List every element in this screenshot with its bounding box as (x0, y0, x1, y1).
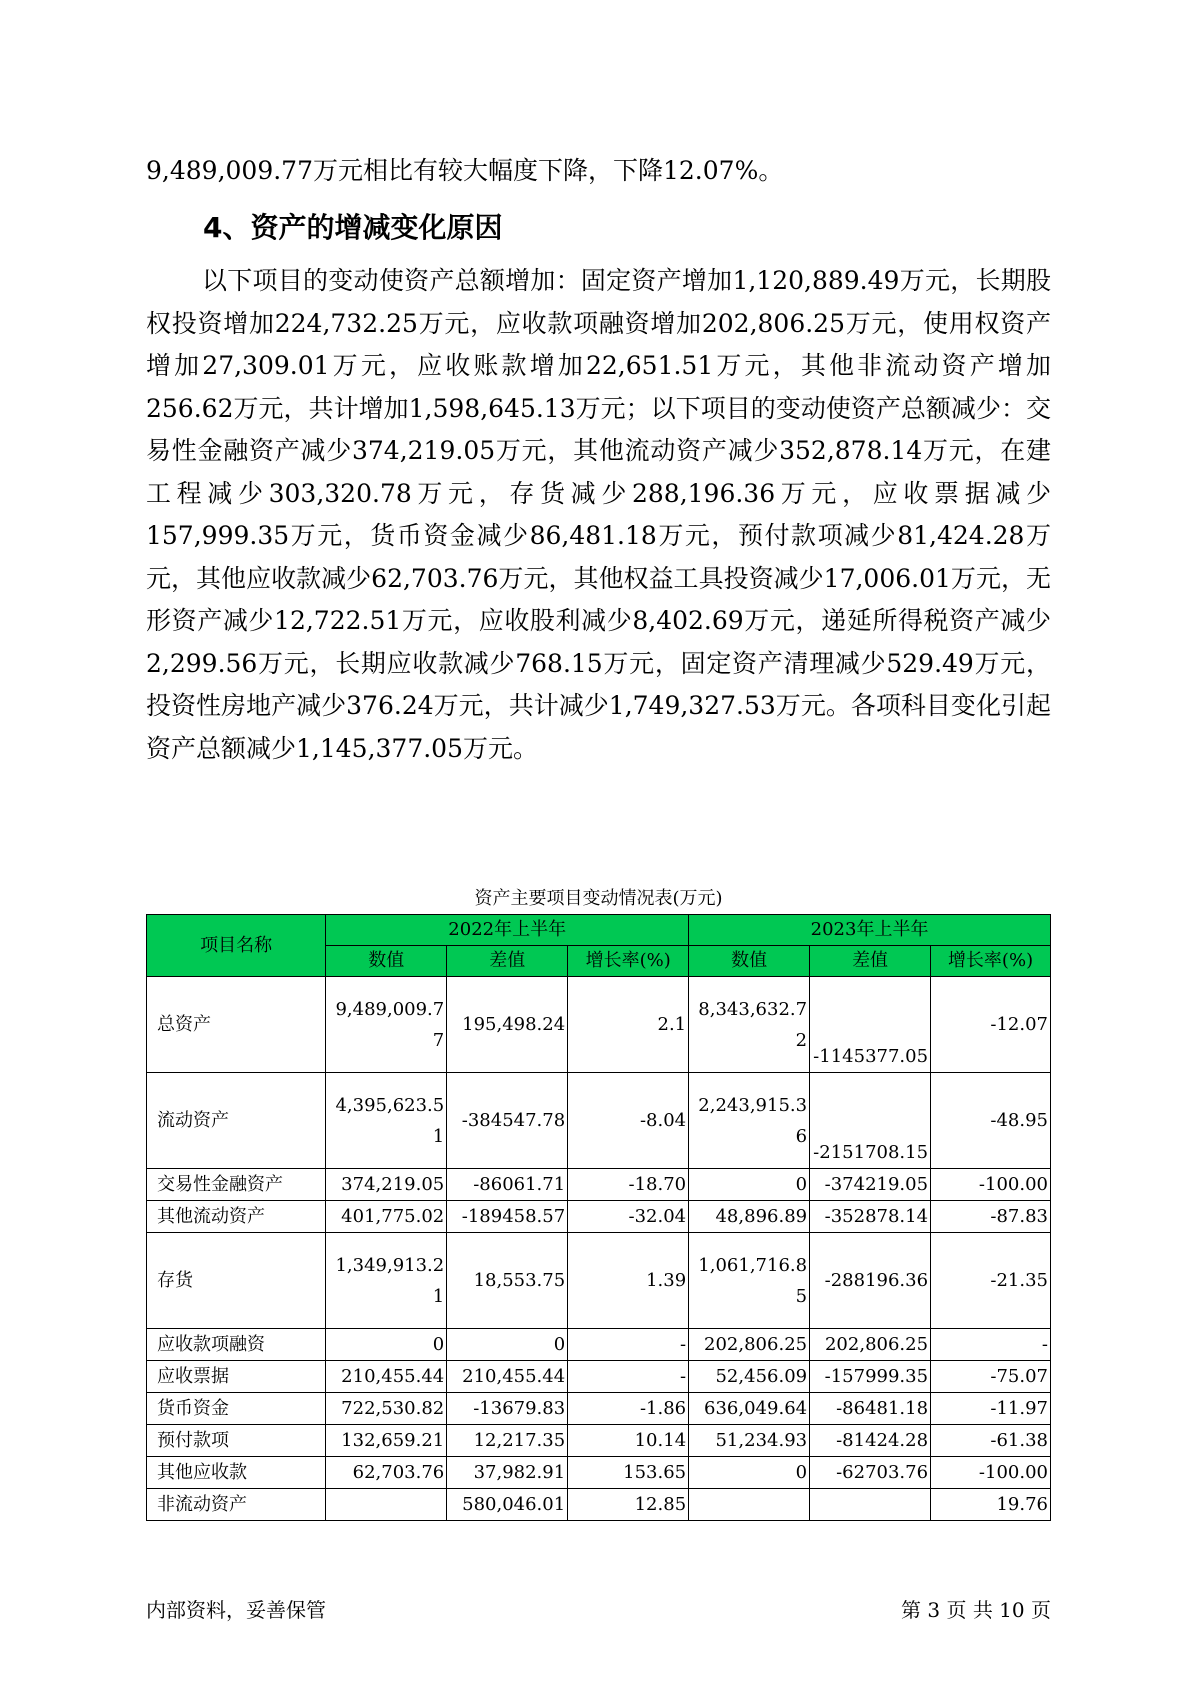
table-row (147, 1425, 1051, 1457)
page-number: 第 3 页 共 10 页 (901, 1598, 1051, 1622)
header-period-2022: 2022年上半年 (326, 915, 689, 946)
cell-rate-2022: -18.70 (568, 1169, 689, 1201)
cell-value-2023: 0 (689, 1169, 810, 1201)
cell-rate-2023: - (931, 1329, 1051, 1361)
cell-value-2023: 51,234.93 (689, 1425, 810, 1457)
cell-name: 流动资产 (147, 1073, 326, 1169)
cell-diff-2023: -81424.28 (810, 1425, 931, 1457)
table-row (147, 1169, 1051, 1201)
cell-value-2023: 48,896.89 (689, 1201, 810, 1233)
cell-value-2023: 202,806.25 (689, 1329, 810, 1361)
table-row (147, 1393, 1051, 1425)
cell-rate-2023: -87.83 (931, 1201, 1051, 1233)
cell-rate-2022: - (568, 1329, 689, 1361)
cell-rate-2022: 2.1 (568, 977, 689, 1073)
cell-diff-2023 (810, 1489, 931, 1521)
cell-diff-2022: 580,046.01 (447, 1489, 568, 1521)
cell-diff-2023: -157999.35 (810, 1361, 931, 1393)
table-row (147, 1073, 1051, 1169)
cell-name: 其他流动资产 (147, 1201, 326, 1233)
cell-rate-2022: 1.39 (568, 1233, 689, 1329)
table-caption: 资产主要项目变动情况表(万元) (474, 888, 723, 909)
cell-rate-2022: 153.65 (568, 1457, 689, 1489)
cell-value-2023: 1,061,716.85 (689, 1233, 810, 1329)
header-diff-2022: 差值 (447, 946, 568, 977)
cell-rate-2023: 19.76 (931, 1489, 1051, 1521)
cell-diff-2023: -62703.76 (810, 1457, 931, 1489)
cell-rate-2022: -8.04 (568, 1073, 689, 1169)
cell-rate-2022: -1.86 (568, 1393, 689, 1425)
cell-value-2022: 0 (326, 1329, 447, 1361)
table-row (147, 1361, 1051, 1393)
cell-rate-2023: -100.00 (931, 1457, 1051, 1489)
asset-change-table (146, 914, 1051, 1521)
table-row (147, 1329, 1051, 1361)
cell-value-2022: 9,489,009.77 (326, 977, 447, 1073)
cell-name: 应收票据 (147, 1361, 326, 1393)
cell-rate-2023: -61.38 (931, 1425, 1051, 1457)
cell-value-2022: 1,349,913.21 (326, 1233, 447, 1329)
cell-diff-2023: -288196.36 (810, 1233, 931, 1329)
header-value-2022: 数值 (326, 946, 447, 977)
cell-diff-2023: -352878.14 (810, 1201, 931, 1233)
cell-rate-2023: -48.95 (931, 1073, 1051, 1169)
cell-value-2022 (326, 1489, 447, 1521)
section-heading: 4、资产的增减变化原因 (203, 211, 503, 244)
cell-name: 非流动资产 (147, 1489, 326, 1521)
cell-name: 预付款项 (147, 1425, 326, 1457)
cell-name: 存货 (147, 1233, 326, 1329)
cell-value-2023 (689, 1489, 810, 1521)
cell-value-2023: 636,049.64 (689, 1393, 810, 1425)
cell-diff-2022: -86061.71 (447, 1169, 568, 1201)
cell-value-2022: 4,395,623.51 (326, 1073, 447, 1169)
cell-diff-2022: -384547.78 (447, 1073, 568, 1169)
cell-rate-2022: - (568, 1361, 689, 1393)
footer-confidential-note: 内部资料，妥善保管 (146, 1598, 326, 1622)
header-value-2023: 数值 (689, 946, 810, 977)
cell-diff-2023: 202,806.25 (810, 1329, 931, 1361)
cell-value-2022: 374,219.05 (326, 1169, 447, 1201)
cell-diff-2022: 210,455.44 (447, 1361, 568, 1393)
cell-rate-2023: -100.00 (931, 1169, 1051, 1201)
cell-value-2022: 401,775.02 (326, 1201, 447, 1233)
cell-name: 交易性金融资产 (147, 1169, 326, 1201)
header-rate-2022: 增长率(%) (568, 946, 689, 977)
table-row (147, 1457, 1051, 1489)
cell-rate-2023: -11.97 (931, 1393, 1051, 1425)
paragraph-main: 以下项目的变动使资产总额增加：固定资产增加1,120,889.49万元，长期股权投资增加224,732.25万元，应收款项融资增加202,806.25万元，使用权资产增加27,309.01万元，应收账款增加22,651.51万元，其他非流动资产增加256.62万元，共计增加1,598,645.13万元；以下项目的变动使资产总额减少：交易性金融资产减少374,219.05万元，其他流动资产减少352,878.14万元，在建工程减少303,320.78万元，存货减少288,196.36万元，应收票据减少157,999.35万元，货币资金减少86,481.18万元，预付款项减少81,424.28万元，其他应收款减少62,703.76万元，其他权益工具投资减少17,006.01万元，无形资产减少12,722.51万元，应收股利减少8,402.69万元，递延所得税资产减少2,299.56万元，长期应收款减少768.15万元，固定资产清理减少529.49万元，投资性房地产减少376.24万元，共计减少1,749,327.53万元。各项科目变化引起资产总额减少1,145,377.05万元。 (146, 266, 1051, 763)
cell-diff-2022: 0 (447, 1329, 568, 1361)
cell-rate-2023: -12.07 (931, 977, 1051, 1073)
cell-rate-2022: -32.04 (568, 1201, 689, 1233)
cell-diff-2023: -86481.18 (810, 1393, 931, 1425)
table-row (147, 1201, 1051, 1233)
table-row (147, 977, 1051, 1073)
cell-value-2022: 722,530.82 (326, 1393, 447, 1425)
cell-value-2023: 2,243,915.36 (689, 1073, 810, 1169)
cell-diff-2022: -13679.83 (447, 1393, 568, 1425)
header-rate-2023: 增长率(%) (931, 946, 1051, 977)
cell-value-2023: 8,343,632.72 (689, 977, 810, 1073)
cell-value-2023: 0 (689, 1457, 810, 1489)
cell-diff-2023: -1145377.05 (810, 977, 931, 1073)
cell-name: 货币资金 (147, 1393, 326, 1425)
cell-rate-2022: 10.14 (568, 1425, 689, 1457)
header-diff-2023: 差值 (810, 946, 931, 977)
cell-value-2022: 132,659.21 (326, 1425, 447, 1457)
cell-diff-2023: -2151708.15 (810, 1073, 931, 1169)
cell-value-2022: 62,703.76 (326, 1457, 447, 1489)
cell-value-2023: 52,456.09 (689, 1361, 810, 1393)
cell-name: 其他应收款 (147, 1457, 326, 1489)
cell-rate-2023: -21.35 (931, 1233, 1051, 1329)
cell-rate-2022: 12.85 (568, 1489, 689, 1521)
cell-value-2022: 210,455.44 (326, 1361, 447, 1393)
table-row (147, 1233, 1051, 1329)
cell-diff-2023: -374219.05 (810, 1169, 931, 1201)
cell-name: 应收款项融资 (147, 1329, 326, 1361)
paragraph-continued: 9,489,009.77万元相比有较大幅度下降，下降12.07%。 (146, 156, 784, 185)
cell-diff-2022: -189458.57 (447, 1201, 568, 1233)
header-item-name: 项目名称 (147, 915, 326, 977)
cell-diff-2022: 18,553.75 (447, 1233, 568, 1329)
header-period-2023: 2023年上半年 (689, 915, 1051, 946)
cell-name: 总资产 (147, 977, 326, 1073)
table-row (147, 1489, 1051, 1521)
cell-diff-2022: 37,982.91 (447, 1457, 568, 1489)
cell-rate-2023: -75.07 (931, 1361, 1051, 1393)
cell-diff-2022: 195,498.24 (447, 977, 568, 1073)
cell-diff-2022: 12,217.35 (447, 1425, 568, 1457)
